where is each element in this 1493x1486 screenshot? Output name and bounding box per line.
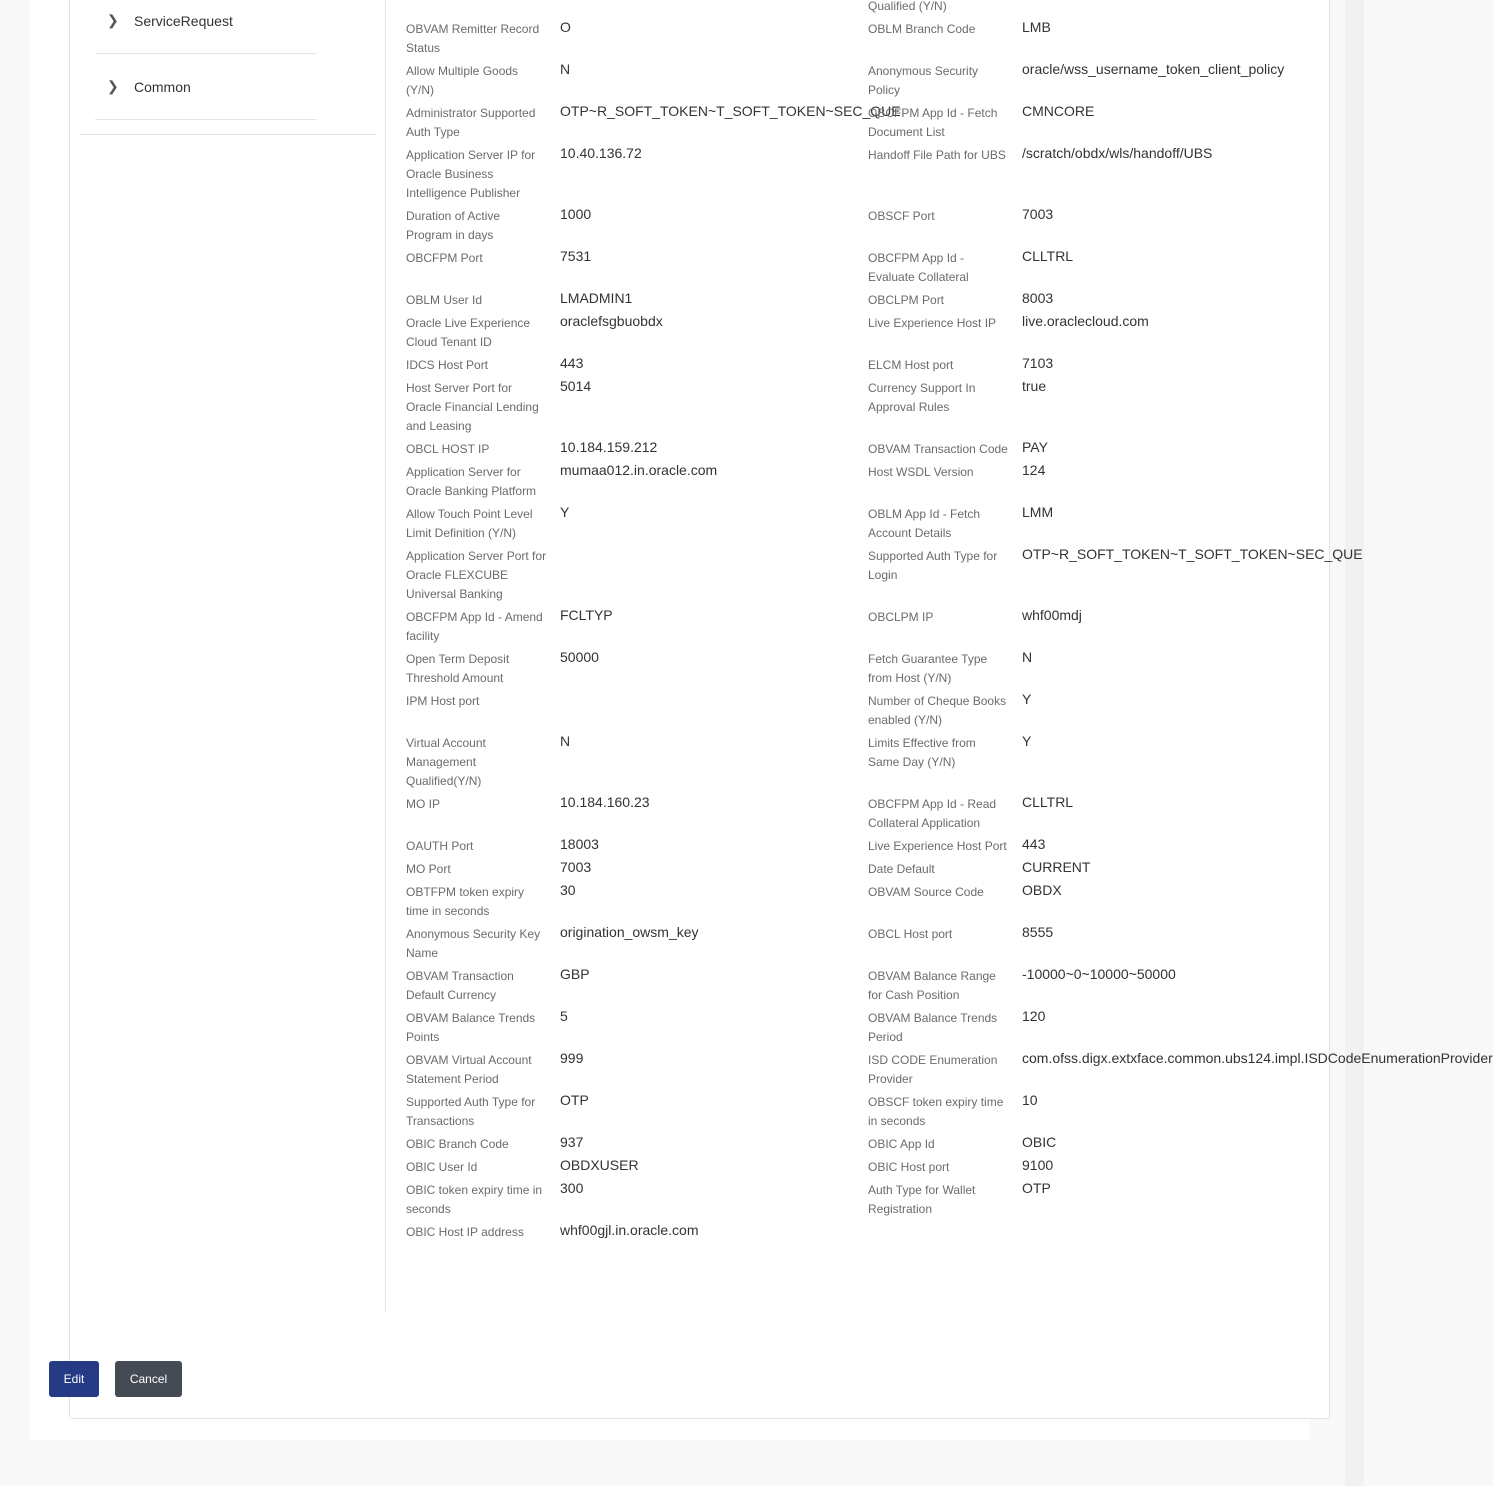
field-value: OTP [1022, 1180, 1051, 1196]
field-label: Oracle Live Experience Cloud Tenant ID [406, 316, 531, 349]
detail-row [406, 505, 1406, 547]
field-label: Allow Touch Point Level Limit Definition (Y/N) [406, 507, 533, 540]
field-value: PAY [1022, 439, 1048, 455]
field-value: live.oraclecloud.com [1022, 313, 1149, 329]
chevron-right-icon: ❯ [107, 78, 119, 94]
page [30, 0, 1493, 1440]
field-value: GBP [560, 966, 590, 982]
field-value: 10.184.159.212 [560, 439, 658, 455]
field-value: Y [560, 504, 570, 520]
field-label: MO Port [406, 862, 451, 876]
field-value: OBIC [1022, 1134, 1057, 1150]
field-label: OBLM User Id [406, 293, 483, 307]
field-label [868, 1223, 1022, 1242]
detail-row [406, 1050, 1493, 1093]
details-card [69, 0, 1493, 1419]
detail-row [406, 547, 1406, 608]
field-label: ELCM Host port [868, 358, 954, 372]
field-label: OBVAM Balance Range for Cash Position [868, 969, 996, 1002]
detail-row [406, 249, 1406, 291]
field-label [406, 0, 560, 16]
detail-row [406, 1158, 1406, 1181]
field-label: OBIC Branch Code [406, 1137, 509, 1151]
detail-row [406, 1181, 1406, 1223]
field-label: Anonymous Security Policy [868, 64, 979, 97]
field-label: OBLM Branch Code [868, 22, 976, 36]
detail-row [406, 692, 1406, 734]
detail-row [406, 20, 1406, 62]
field-value: 300 [560, 1180, 584, 1196]
field-value: oraclefsgbuobdx [560, 313, 663, 329]
field-value: 8555 [1022, 924, 1054, 940]
field-label: OBVAM Transaction Default Currency [406, 969, 514, 1002]
field-value: 9100 [1022, 1157, 1054, 1173]
detail-row [406, 440, 1406, 463]
field-value: 124 [1022, 462, 1046, 478]
field-value [560, 545, 868, 604]
field-label: MO IP [406, 797, 441, 811]
field-value: FCLTYP [560, 607, 613, 623]
detail-row [406, 795, 1406, 837]
field-label: Currency Support In Approval Rules [868, 381, 976, 414]
field-value: 10 [1022, 1092, 1038, 1108]
detail-row [406, 379, 1406, 440]
field-label: OBLM App Id - Fetch Account Details [868, 507, 981, 540]
field-value: /scratch/obdx/wls/handoff/UBS [1022, 145, 1213, 161]
field-value: OTP [560, 1092, 589, 1108]
details-grid [406, 0, 1493, 1246]
field-value: Y [1022, 733, 1032, 749]
field-value: CMNCORE [1022, 103, 1095, 119]
field-label: Open Term Deposit Threshold Amount [406, 652, 510, 685]
field-value: true [1022, 378, 1047, 394]
field-label: Virtual Account Management Qualified(Y/N) [406, 736, 486, 788]
field-label: Administrator Supported Auth Type [406, 106, 536, 139]
edit-button[interactable]: Edit [49, 1361, 99, 1397]
field-value: OBDXUSER [560, 1157, 639, 1173]
nav-item-label: ServiceRequest [134, 12, 233, 29]
nav-item-label: Common [134, 78, 191, 95]
field-label: IDCS Host Port [406, 358, 489, 372]
detail-row [406, 650, 1406, 692]
field-value [560, 0, 868, 16]
detail-row [406, 967, 1406, 1009]
detail-row [406, 291, 1406, 314]
detail-row [406, 1135, 1406, 1158]
detail-row [406, 860, 1406, 883]
field-label: IPM Host port [406, 694, 480, 708]
field-value: CLLTRL [1022, 248, 1074, 264]
field-label: OBCFPM App Id - Read Collateral Application [868, 797, 997, 830]
field-value: 443 [560, 355, 584, 371]
field-value: 30 [560, 882, 576, 898]
field-value: N [560, 733, 571, 749]
field-value: 7103 [1022, 355, 1054, 371]
field-value: com.ofss.digx.extxface.common.ubs124.impl.ISDCodeEnumerationProvider [1022, 1050, 1493, 1066]
field-value: mumaa012.in.oracle.com [560, 462, 718, 478]
field-value: N [1022, 649, 1033, 665]
nav-item-common[interactable] [95, 54, 317, 120]
detail-row [406, 0, 1406, 20]
field-value: 10.184.160.23 [560, 794, 650, 810]
field-label: OBCL Host port [868, 927, 953, 941]
field-value: 7003 [560, 859, 592, 875]
field-value: -10000~0~10000~50000 [1022, 966, 1176, 982]
field-label: Fetch Guarantee Type from Host (Y/N) [868, 652, 988, 685]
detail-row [406, 1223, 1406, 1246]
field-value: 443 [1022, 836, 1046, 852]
detail-row [406, 925, 1406, 967]
field-label: OBVAM Balance Trends Period [868, 1011, 998, 1044]
field-label: OBCFPM App Id - Amend facility [406, 610, 543, 643]
field-label: OBCFPM App Id - Evaluate Collateral [868, 251, 969, 284]
detail-row [406, 463, 1406, 505]
field-label: OBIC Host port [868, 1160, 950, 1174]
field-label: OBIC User Id [406, 1160, 478, 1174]
detail-row [406, 207, 1406, 249]
field-value [1022, 0, 1330, 16]
field-label: Live Experience Host IP [868, 316, 997, 330]
field-value: N [560, 61, 571, 77]
field-label: Live Experience Host Port [868, 839, 1007, 853]
detail-row [406, 837, 1406, 860]
field-value: 10.40.136.72 [560, 145, 642, 161]
field-label: Application Server Port for Oracle FLEXCUBE Universal Banking [406, 549, 547, 601]
field-label: OBCLPM IP [868, 610, 934, 624]
field-value: 999 [560, 1050, 584, 1066]
field-label: OBTFPM token expiry time in seconds [406, 885, 525, 918]
field-value: 5014 [560, 378, 592, 394]
field-value: LMB [1022, 19, 1051, 35]
field-value: 50000 [560, 649, 599, 665]
field-value: 18003 [560, 836, 599, 852]
detail-row [406, 734, 1406, 795]
field-value: 7003 [1022, 206, 1054, 222]
field-label: OBVAM Remitter Record Status [406, 22, 540, 55]
field-label: OBCFPM App Id - Fetch Document List [868, 106, 998, 139]
field-value: 8003 [1022, 290, 1054, 306]
field-label: Anonymous Security Key Name [406, 927, 541, 960]
field-label: OAUTH Port [406, 839, 474, 853]
field-value: OTP~R_SOFT_TOKEN~T_SOFT_TOKEN~SEC_QUE [560, 103, 901, 119]
detail-row [406, 608, 1406, 650]
field-value: 5 [560, 1008, 568, 1024]
field-label: OBIC Host IP address [406, 1225, 524, 1239]
field-label: OBVAM Source Code [868, 885, 984, 899]
field-label: Supported Auth Type for Login [868, 549, 998, 582]
detail-row [406, 104, 1406, 146]
field-label: OBCLPM Port [868, 293, 945, 307]
field-label: Host Server Port for Oracle Financial Lending and Leasing [406, 381, 539, 433]
field-label: Host WSDL Version [868, 465, 974, 479]
divider [385, 0, 386, 1313]
chevron-right-icon: ❯ [107, 12, 119, 28]
cancel-button[interactable]: Cancel [115, 1361, 182, 1397]
field-label: OBVAM Transaction Code [868, 442, 1008, 456]
field-value: whf00mdj [1022, 607, 1082, 623]
field-label: Allow Multiple Goods (Y/N) [406, 64, 519, 97]
field-value: OTP~R_SOFT_TOKEN~T_SOFT_TOKEN~SEC_QUE [1022, 546, 1363, 562]
field-value: oracle/wss_username_token_client_policy [1022, 61, 1285, 77]
field-label: Auth Type for Wallet Registration [868, 1183, 976, 1216]
field-value: 1000 [560, 206, 592, 222]
detail-row [406, 62, 1406, 104]
field-value: O [560, 19, 571, 35]
field-value: Y [1022, 691, 1032, 707]
detail-row [406, 146, 1406, 207]
field-label: OBSCF token expiry time in seconds [868, 1095, 1004, 1128]
field-value: whf00gjl.in.oracle.com [560, 1222, 699, 1238]
field-value [1022, 1221, 1330, 1242]
side-nav [80, 0, 376, 135]
field-label: OBIC token expiry time in seconds [406, 1183, 543, 1216]
detail-row [406, 314, 1406, 356]
field-value: 7531 [560, 248, 592, 264]
field-value: LMADMIN1 [560, 290, 633, 306]
field-value [560, 690, 868, 730]
field-value: CLLTRL [1022, 794, 1074, 810]
detail-row [406, 1009, 1406, 1051]
field-label: Qualified (Y/N) [868, 0, 947, 13]
field-label: Date Default [868, 862, 935, 876]
nav-item-service-request[interactable] [95, 0, 317, 54]
field-label: OBIC App Id [868, 1137, 935, 1151]
field-value: OBDX [1022, 882, 1062, 898]
field-label: Number of Cheque Books enabled (Y/N) [868, 694, 1007, 727]
field-label: OBCL HOST IP [406, 442, 490, 456]
field-value: LMM [1022, 504, 1054, 520]
field-label: Application Server IP for Oracle Business Intelligence Publisher [406, 148, 536, 200]
field-value: 120 [1022, 1008, 1046, 1024]
field-label: Application Server for Oracle Banking Platform [406, 465, 537, 498]
detail-row [406, 1093, 1406, 1135]
field-label: OBVAM Virtual Account Statement Period [406, 1053, 532, 1086]
field-value: CURRENT [1022, 859, 1091, 875]
detail-row [406, 356, 1406, 379]
field-label: Duration of Active Program in days [406, 209, 501, 242]
field-label: OBCFPM Port [406, 251, 483, 265]
field-label: OBVAM Balance Trends Points [406, 1011, 536, 1044]
detail-row [406, 883, 1406, 925]
field-value: 937 [560, 1134, 584, 1150]
field-label: Limits Effective from Same Day (Y/N) [868, 736, 976, 769]
field-label: OBSCF Port [868, 209, 935, 223]
field-value: origination_owsm_key [560, 924, 699, 940]
field-label: Handoff File Path for UBS [868, 148, 1006, 162]
field-label: Supported Auth Type for Transactions [406, 1095, 536, 1128]
field-label: ISD CODE Enumeration Provider [868, 1053, 998, 1086]
